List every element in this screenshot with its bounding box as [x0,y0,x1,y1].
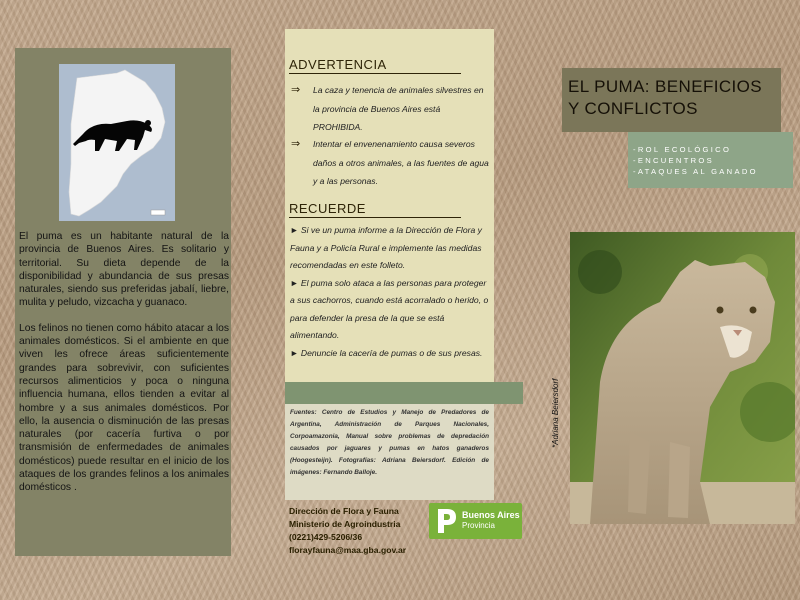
logo-name: Buenos Aires [462,510,520,520]
title-box [562,68,781,132]
double-arrow-icon: ⇒ [291,84,301,96]
advertencia-item [291,135,491,191]
contact-block [289,505,429,557]
provincia-logo [429,503,522,539]
sources-box [285,404,494,500]
advertencia-item [291,81,491,137]
recuerde-heading: RECUERDE [289,201,461,218]
topics-box [628,132,793,188]
warnings-panel [285,29,494,386]
sources-text: Fuentes: Centro de Estudios y Manejo de Predadores de Argentina, Administración de Parques Nacionales, Corpoamazonia, Manual sobre problemas de depredación causados por jaguares y pumas en hatos ganaderos (Hoogesteijn). Fotografías: Adriana Beiersdorf. Edición de imágenes: Fernando Balloje. [290,409,489,476]
puma-photo [570,232,795,524]
intro-paragraph-1: El puma es un habitante natural de la provincia de Buenos Aires. Es solitario y territorial. Su dieta depende de la disponibilidad y abundancia de sus presas naturales, siendo sus preferidas jabalí, liebre, mulita y peludo, vizcacha y guanaco. [19,231,229,309]
topic-item: -ENCUENTROS [633,156,714,165]
recuerde-item: ► El puma solo ataca a las personas para proteger a sus cachorros, cuando está acorralado o herido, o para defender la presa de la que se está alimentando. [290,277,489,340]
recuerde-list [290,222,490,362]
brochure-title: EL PUMA: BENEFICIOS Y CONFLICTOS [568,77,763,118]
advertencia-text: La caza y tenencia de animales silvestres en la provincia de Buenos Aires está PROHIBIDA. [313,85,484,132]
intro-panel [15,48,231,556]
recuerde-item: ► Si ve un puma informe a la Dirección de Flora y Fauna y a Policía Rural e implemente las medidas recomendadas en este folleto. [290,225,482,270]
advertencia-text: Intentar el envenenamiento causa severos daños a otros animales, a las fuentes de agua y a las personas. [313,139,489,186]
logo-sub: Provincia [462,521,495,530]
recuerde-item: ► Denuncie la cacería de pumas o de sus presas. [290,347,483,358]
intro-paragraph-2: Los felinos no tienen como hábito atacar a los animales domésticos. Si el ambiente en que viven les ofrece áreas suficientemente grandes para sobrevivir, con suficientes recursos alimenticios y poca o ninguna influencia humana, ellos tienden a evitar al hombre y a sus animales domésticos. Por ello, la ausencia o disminución de las presas naturales (por cacería furtiva o por transmisión de enfermedades de animales domésticos) puede resultar en el inicio de los ataques de los grandes felinos a los animales domésticos . [19,322,229,494]
topic-item: -ROL ECOLÓGICO [633,145,732,154]
photo-credit: *Adriana Beiersdorf [551,378,560,448]
double-arrow-icon: ⇒ [291,138,301,150]
contact-phone: (0221)429-5206/36 [289,532,363,542]
contact-email: florayfauna@maa.gba.gov.ar [289,545,407,555]
buenos-aires-map-image [59,64,175,221]
divider-bar [285,382,523,404]
topic-item: -ATAQUES AL GANADO [633,167,758,176]
contact-office: Dirección de Flora y Fauna [289,506,399,516]
advertencia-heading: ADVERTENCIA [289,57,461,74]
contact-ministry: Ministerio de Agroindustria [289,519,401,529]
provincia-p-icon [433,507,459,535]
intro-text [19,230,229,507]
